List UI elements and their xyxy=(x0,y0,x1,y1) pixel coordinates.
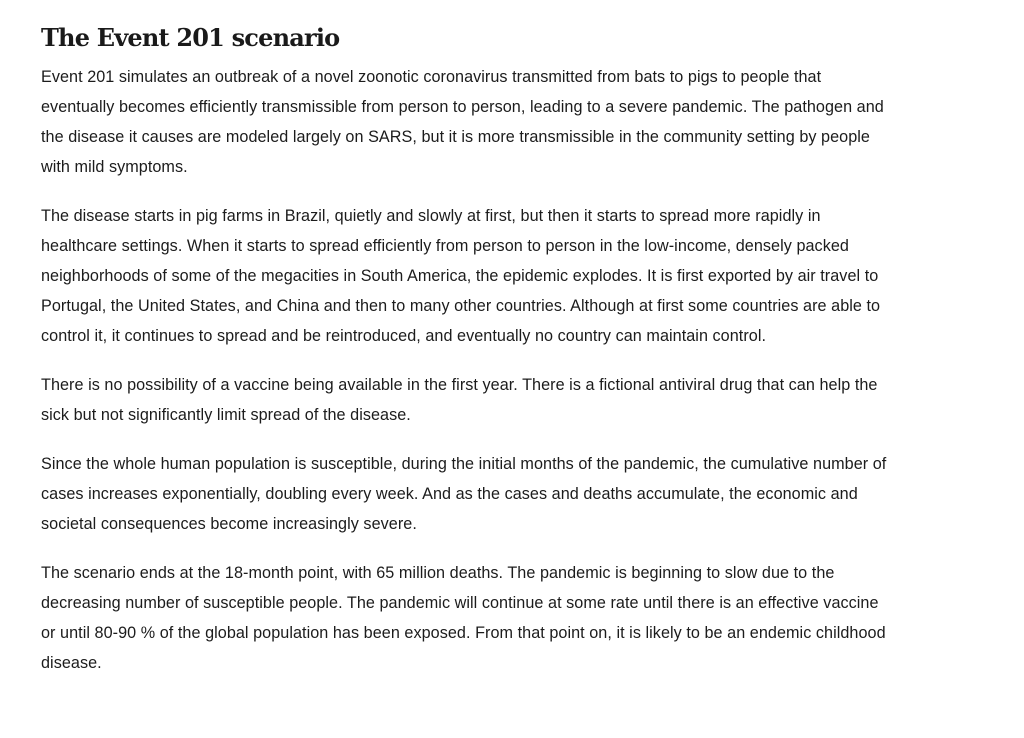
article xyxy=(41,20,896,678)
paragraph-scenario-overview: Event 201 simulates an outbreak of a novel zoonotic coronavirus transmitted from bats to pigs to people that eventually becomes efficiently transmissible from person to person, leading to a severe pandemic. The pathogen and the disease it causes are modeled largely on SARS, but it is more transmissible in the community setting by people with mild symptoms. xyxy=(41,68,884,176)
paragraph-case-growth: Since the whole human population is susceptible, during the initial months of the pandemic, the cumulative number of cases increases exponentially, doubling every week. And as the cases and deaths accumulate, the economic and societal consequences become increasingly severe. xyxy=(41,455,887,533)
paragraph-vaccine: There is no possibility of a vaccine being available in the first year. There is a fictional antiviral drug that can help the sick but not significantly limit spread of the disease. xyxy=(41,376,878,424)
paragraph-scenario-end: The scenario ends at the 18-month point, with 65 million deaths. The pandemic is beginning to slow due to the decreasing number of susceptible people. The pandemic will continue at some rate until there is an effective vaccine or until 80-90 % of the global population has been exposed. From that point on, it is likely to be an endemic childhood disease. xyxy=(41,564,886,672)
section-heading: The Event 201 scenario xyxy=(41,23,340,52)
paragraph-disease-spread: The disease starts in pig farms in Brazil, quietly and slowly at first, but then it starts to spread more rapidly in healthcare settings. When it starts to spread efficiently from person to person in the low-income, densely packed neighborhoods of some of the megacities in South America, the epidemic explodes. It is first exported by air travel to Portugal, the United States, and China and then to many other countries. Although at first some countries are able to control it, it continues to spread and be reintroduced, and eventually no country can maintain control. xyxy=(41,207,881,345)
